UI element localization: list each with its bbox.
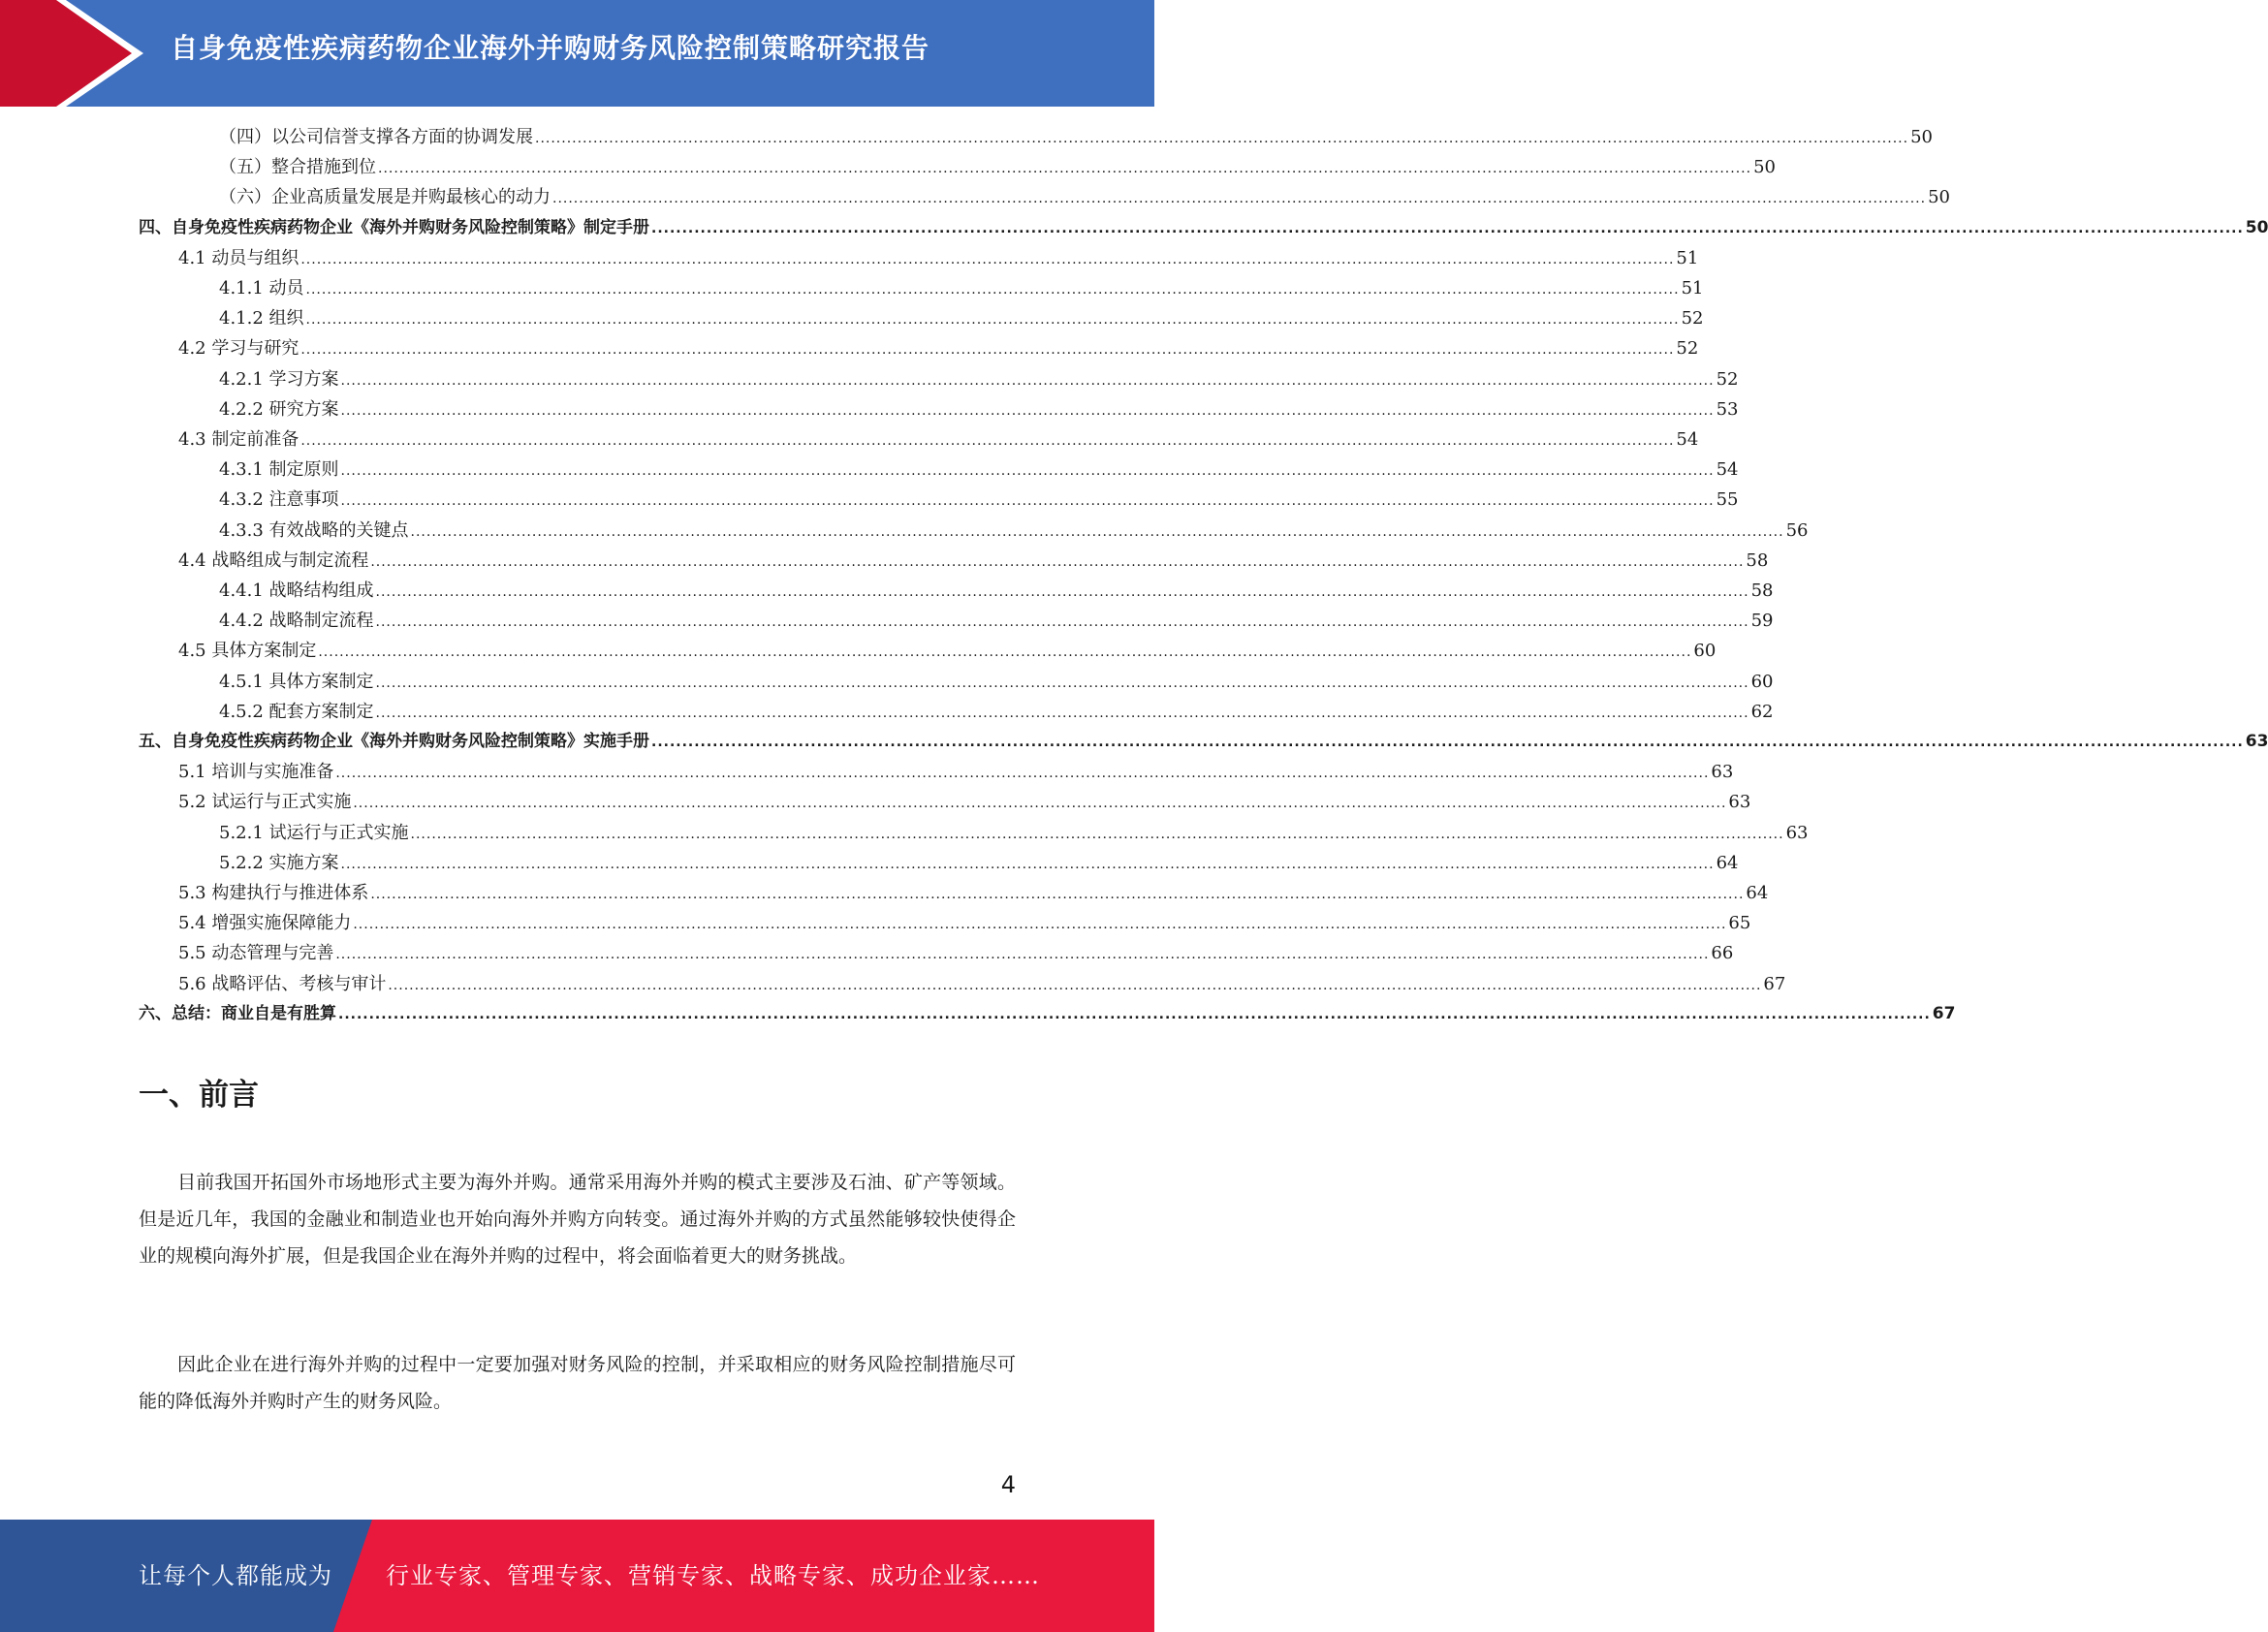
toc-entry[interactable] (139, 727, 2268, 757)
toc-entry-page: 62 (1750, 701, 1774, 722)
toc-entry-page: 58 (1746, 549, 1769, 571)
toc-entry-label: 4.4.2 战略制定流程 (219, 611, 374, 632)
toc-entry-label: （五）整合措施到位 (219, 157, 376, 178)
toc-entry-label: 4.1.2 组织 (219, 308, 304, 330)
toc-leader-dots: .................................................................................................................................................................................................................................................................... (375, 614, 1749, 631)
header-banner (0, 0, 1154, 107)
toc-leader-dots: .................................................................................................................................................................................................................................................................... (338, 1006, 1931, 1022)
toc-entry-label: 4.3.1 制定原则 (219, 459, 339, 481)
toc-leader-dots: .................................................................................................................................................................................................................................................................... (370, 553, 1745, 570)
toc-entry-page: 51 (1681, 278, 1704, 298)
toc-leader-dots: .................................................................................................................................................................................................................................................................... (388, 977, 1762, 993)
toc-entry-label: 4.5.1 具体方案制定 (219, 671, 374, 692)
toc-leader-dots: .................................................................................................................................................................................................................................................................... (651, 220, 2244, 236)
toc-entry-page: 55 (1716, 489, 1739, 511)
toc-entry[interactable] (219, 576, 1774, 606)
toc-entry[interactable] (219, 364, 1739, 394)
toc-entry-label: 4.2 学习与研究 (178, 338, 299, 360)
toc-leader-dots: .................................................................................................................................................................................................................................................................... (375, 675, 1749, 691)
toc-entry-page: 50 (1910, 127, 1933, 147)
toc-entry[interactable] (219, 516, 1809, 546)
toc-entry[interactable] (219, 394, 1739, 424)
toc-entry-page: 63 (2245, 732, 2268, 751)
toc-entry[interactable] (178, 636, 1717, 666)
toc-leader-dots: .................................................................................................................................................................................................................................................................... (340, 493, 1715, 510)
toc-entry[interactable] (219, 848, 1739, 878)
toc-entry-label: 4.1.1 动员 (219, 278, 304, 298)
toc-entry-label: 4.3 制定前准备 (178, 429, 299, 450)
toc-entry-page: 60 (1693, 641, 1717, 662)
toc-entry[interactable] (139, 213, 2268, 243)
toc-entry-page: 50 (2245, 217, 2268, 237)
toc-entry-page: 50 (1928, 187, 1950, 208)
toc-entry[interactable] (178, 969, 1786, 999)
toc-entry-label: 4.4.1 战略结构组成 (219, 581, 374, 601)
toc-entry[interactable] (219, 273, 1704, 303)
toc-entry-page: 60 (1750, 671, 1774, 692)
toc-leader-dots: .................................................................................................................................................................................................................................................................... (353, 796, 1727, 812)
toc-entry[interactable] (219, 667, 1774, 697)
toc-entry-page: 63 (1711, 762, 1734, 783)
toc-leader-dots: .................................................................................................................................................................................................................................................................... (340, 402, 1715, 419)
toc-entry-page: 65 (1728, 913, 1751, 934)
toc-entry[interactable] (178, 546, 1769, 576)
toc-entry-page: 58 (1750, 581, 1774, 601)
toc-entry[interactable] (219, 818, 1809, 848)
toc-leader-dots: .................................................................................................................................................................................................................................................................... (318, 644, 1692, 661)
toc-leader-dots: .................................................................................................................................................................................................................................................................... (340, 856, 1715, 872)
toc-entry-label: 4.3.3 有效战略的关键点 (219, 519, 409, 541)
toc-entry-label: 5.6 战略评估、考核与审计 (178, 973, 387, 994)
toc-entry-page: 51 (1676, 247, 1699, 268)
toc-entry-label: 4.5 具体方案制定 (178, 641, 317, 662)
toc-entry-label: 五、自身免疫性疾病药物企业《海外并购财务风险控制策略》实施手册 (139, 732, 649, 751)
toc-entry[interactable] (178, 908, 1751, 938)
toc-entry-page: 56 (1785, 519, 1809, 541)
footer-banner (0, 1520, 1154, 1632)
toc-leader-dots: .................................................................................................................................................................................................................................................................... (300, 433, 1675, 449)
toc-leader-dots: .................................................................................................................................................................................................................................................................... (353, 917, 1727, 933)
toc-entry[interactable] (219, 606, 1774, 636)
toc-leader-dots: .................................................................................................................................................................................................................................................................... (300, 251, 1675, 267)
toc-entry-label: 4.2.1 学习方案 (219, 368, 339, 390)
toc-entry-label: 5.1 培训与实施准备 (178, 762, 334, 783)
toc-leader-dots: .................................................................................................................................................................................................................................................................... (305, 312, 1680, 329)
toc-leader-dots: .................................................................................................................................................................................................................................................................... (378, 161, 1752, 177)
toc-entry-label: 5.3 构建执行与推进体系 (178, 883, 369, 903)
toc-entry-page: 64 (1746, 883, 1769, 903)
toc-entry[interactable] (219, 455, 1739, 485)
toc-leader-dots: .................................................................................................................................................................................................................................................................... (305, 282, 1680, 298)
toc-entry[interactable] (219, 303, 1704, 333)
toc-entry-label: 4.1 动员与组织 (178, 247, 299, 268)
toc-entry[interactable] (178, 878, 1769, 908)
toc-entry-label: 四、自身免疫性疾病药物企业《海外并购财务风险控制策略》制定手册 (139, 217, 649, 237)
toc-entry-page: 59 (1750, 611, 1774, 632)
toc-entry-page: 52 (1716, 368, 1739, 390)
toc-entry[interactable] (178, 757, 1734, 787)
toc-leader-dots: .................................................................................................................................................................................................................................................................... (651, 735, 2244, 750)
body-paragraph: 目前我国开拓国外市场地形式主要为海外并购。通常采用海外并购的模式主要涉及石油、矿产等领域。但是近几年，我国的金融业和制造业也开始向海外并购方向转变。通过海外并购的方式虽然能够较快使得企业的规模向海外扩展，但是我国企业在海外并购的过程中，将会面临着更大的财务挑战。 (139, 1172, 1016, 1267)
toc-entry-label: 4.4 战略组成与制定流程 (178, 549, 369, 571)
toc-entry-label: 5.2 试运行与正式实施 (178, 792, 352, 813)
toc-entry-label: 5.2.1 试运行与正式实施 (219, 822, 409, 843)
toc-leader-dots: .................................................................................................................................................................................................................................................................... (340, 372, 1715, 389)
toc-entry-page: 64 (1716, 852, 1739, 873)
toc-leader-dots: .................................................................................................................................................................................................................................................................... (340, 463, 1715, 480)
toc-entry-label: （四）以公司信誉支撑各方面的协调发展 (219, 127, 533, 147)
toc-entry[interactable] (178, 333, 1699, 363)
toc-leader-dots: .................................................................................................................................................................................................................................................................... (535, 131, 1909, 146)
toc-entry[interactable] (219, 485, 1739, 515)
toc-entry-page: 53 (1716, 398, 1739, 420)
toc-entry[interactable] (178, 243, 1699, 273)
toc-entry-page: 67 (1932, 1003, 1956, 1023)
toc-leader-dots: .................................................................................................................................................................................................................................................................... (375, 584, 1749, 600)
toc-entry-label: 5.5 动态管理与完善 (178, 943, 334, 964)
toc-entry[interactable] (219, 697, 1774, 727)
toc-entry[interactable] (178, 938, 1734, 968)
toc-entry-page: 67 (1763, 973, 1786, 994)
footer-slogan-left: 让每个人都能成为 (139, 1562, 332, 1589)
toc-entry-page: 63 (1785, 822, 1809, 843)
toc-entry-page: 52 (1676, 338, 1699, 360)
toc-leader-dots: .................................................................................................................................................................................................................................................................... (552, 191, 1927, 207)
toc-leader-dots: .................................................................................................................................................................................................................................................................... (375, 705, 1749, 721)
toc-entry[interactable] (219, 182, 1950, 212)
toc-entry-page: 52 (1681, 308, 1704, 330)
toc-entry-label: 六、总结：商业自是有胜算 (139, 1003, 336, 1023)
toc-entry-label: 5.4 增强实施保障能力 (178, 913, 352, 934)
toc-leader-dots: .................................................................................................................................................................................................................................................................... (335, 766, 1710, 782)
toc-entry[interactable] (178, 424, 1699, 455)
toc-entry[interactable] (219, 152, 1776, 182)
toc-entry-page: 54 (1716, 459, 1739, 481)
toc-leader-dots: .................................................................................................................................................................................................................................................................... (300, 342, 1675, 359)
body-paragraph: 因此企业在进行海外并购的过程中一定要加强对财务风险的控制，并采取相应的财务风险控制措施尽可能的降低海外并购时产生的财务风险。 (139, 1354, 1016, 1412)
toc-entry-page: 54 (1676, 429, 1699, 450)
page-number: 4 (1000, 1471, 1016, 1498)
toc-entry[interactable] (139, 999, 1956, 1029)
toc-leader-dots: .................................................................................................................................................................................................................................................................... (410, 523, 1784, 540)
toc-entry-label: 5.2.2 实施方案 (219, 852, 339, 873)
report-title: 自身免疫性疾病药物企业海外并购财务风险控制策略研究报告 (171, 32, 930, 64)
toc-entry-label: 4.5.2 配套方案制定 (219, 701, 374, 722)
toc-leader-dots: .................................................................................................................................................................................................................................................................... (410, 826, 1784, 842)
toc-entry-page: 66 (1711, 943, 1734, 964)
toc-entry-page: 50 (1753, 157, 1776, 178)
toc-leader-dots: .................................................................................................................................................................................................................................................................... (370, 887, 1745, 902)
footer-slogan-right: 行业专家、管理专家、营销专家、战略专家、成功企业家…… (386, 1562, 1040, 1589)
toc-entry[interactable] (178, 787, 1751, 817)
toc-entry-label: （六）企业高质量发展是并购最核心的动力 (219, 187, 551, 208)
toc-entry-page: 63 (1728, 792, 1751, 813)
toc-entry-label: 4.3.2 注意事项 (219, 489, 339, 511)
toc-entry[interactable] (219, 122, 1933, 152)
section-heading: 一、前言 (139, 1078, 259, 1113)
toc-leader-dots: .................................................................................................................................................................................................................................................................... (335, 947, 1710, 963)
toc-entry-label: 4.2.2 研究方案 (219, 398, 339, 420)
